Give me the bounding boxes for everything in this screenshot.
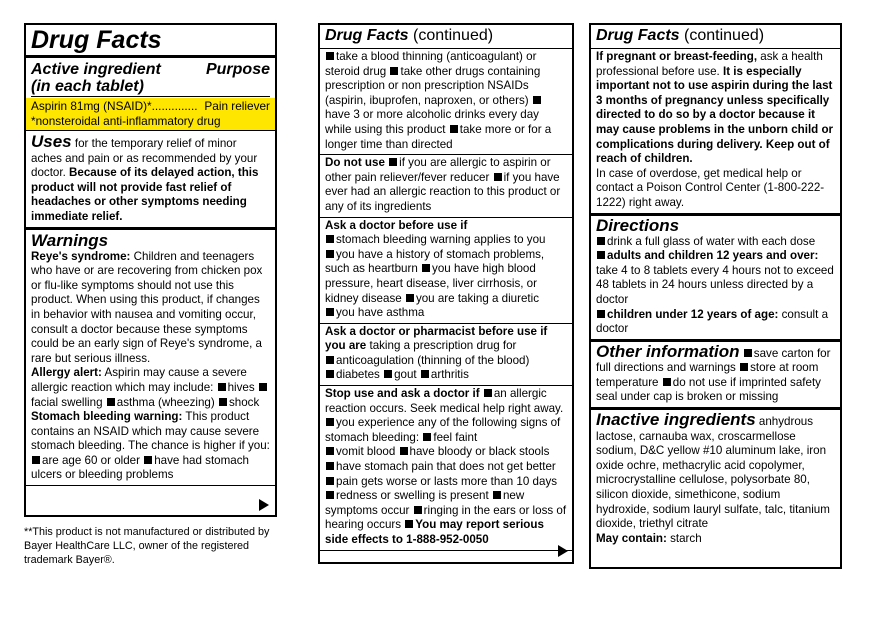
direction-child-label: children under 12 years of age: xyxy=(607,307,779,321)
bullet-icon xyxy=(259,383,267,391)
ask-doctor-item: stomach bleeding warning applies to you xyxy=(336,233,546,247)
stop-use-item: new symptoms occur xyxy=(325,489,525,517)
bullet-icon xyxy=(144,456,152,464)
title-section xyxy=(320,25,572,49)
allergy-item: shock xyxy=(228,395,260,409)
ask-pharmacist-item: anticoagulation (thinning of the blood) xyxy=(336,353,530,367)
stop-use-item: an allergic reaction occurs. Seek medical help right away. xyxy=(325,387,564,415)
bullet-icon xyxy=(450,125,458,133)
panel-title: Drug Facts xyxy=(325,27,409,44)
bullet-icon xyxy=(326,235,334,243)
bullet-icon xyxy=(390,67,398,75)
warning-item: take other drugs containing prescription or non prescription NSAIDs (aspirin, ibuprofen, naproxen, or others) xyxy=(325,64,541,107)
warning-item: take more or for a longer time than directed xyxy=(325,122,552,151)
panel-title: Drug Facts xyxy=(31,26,162,54)
other-info-item: store at room temperature xyxy=(596,361,819,389)
direction-child-text: consult a doctor xyxy=(596,307,829,336)
bullet-icon xyxy=(326,491,334,499)
other-info-title: Other information xyxy=(596,341,740,361)
bullet-icon xyxy=(597,310,605,318)
directions-title: Directions xyxy=(596,215,680,235)
pregnancy-section xyxy=(591,49,840,216)
bullet-icon xyxy=(406,294,414,302)
continued-label: (continued) xyxy=(413,27,494,44)
direction-adults-text: take 4 to 8 tablets every 4 hours not to exceed 48 tablets in 24 hours unless directed by a doctor xyxy=(596,263,834,306)
ask-pharmacist-label: Ask a doctor or pharmacist before use if you are xyxy=(325,324,548,353)
ask-doctor-item: you are taking a diuretic xyxy=(415,291,540,305)
pregnancy-label: If pregnant or breast-feeding, xyxy=(596,50,758,63)
purpose-label: Purpose xyxy=(205,61,270,78)
bullet-icon xyxy=(326,356,334,364)
uses-title: Uses xyxy=(31,132,72,151)
do-not-use-label: Do not use xyxy=(325,156,385,170)
ask-doctor-item: you have high blood pressure, heart disease, liver cirrhosis, or kidney disease xyxy=(325,262,537,305)
active-ingredient-sub: (in each tablet) xyxy=(31,78,144,95)
warning-item: have 3 or more alcoholic drinks every day while using this product xyxy=(325,108,539,136)
ask-pharmacist-item: diabetes xyxy=(336,368,380,382)
drug-facts-panel-3 xyxy=(589,23,842,569)
stomach-item: are age 60 or older xyxy=(42,453,140,467)
bullet-icon xyxy=(32,456,40,464)
bullet-icon xyxy=(414,506,422,514)
ask-pharmacist-item: gout xyxy=(394,368,417,382)
bullet-icon xyxy=(384,370,392,378)
warnings-section xyxy=(26,230,275,487)
pregnancy-text: ask a health professional before use. xyxy=(596,50,823,78)
report-line: You may report serious side effects to 1-888-952-0050 xyxy=(325,518,544,546)
bullet-icon xyxy=(107,398,115,406)
title-section xyxy=(26,25,275,58)
bullet-icon xyxy=(663,378,671,386)
ask-pharmacist-item: arthritis xyxy=(430,368,469,382)
bullet-icon xyxy=(744,349,752,357)
allergy-text: Aspirin may cause a severe allergic reaction which may include: xyxy=(31,366,247,394)
ingredient-line: Aspirin 81mg (NSAID)*.............. xyxy=(31,99,198,113)
reye-text: Children and teenagers who have or are recovering from chicken pox or flu-like symptoms should not use this product. When using this product, if changes in behavior with nausea and vomiting occur, consult a doctor because these symptoms could be an early sign of Reye's syndrome, a rare but serious illness. xyxy=(31,249,263,365)
footnote: **This product is not manufactured or distributed by Bayer HealthCare LLC, owner of the registered trademark Bayer®. xyxy=(24,526,270,566)
bullet-icon xyxy=(597,251,605,259)
stop-use-section xyxy=(320,386,572,551)
other-information-section xyxy=(591,342,840,410)
stop-use-item: redness or swelling is present xyxy=(336,489,489,503)
stop-use-item: you experience any of the following signs of stomach bleeding: xyxy=(325,416,561,444)
ingredient-highlight xyxy=(26,98,275,130)
warning-item: take a blood thinning (anticoagulant) or steroid drug xyxy=(325,50,537,78)
bullet-icon xyxy=(326,447,334,455)
stop-use-item: vomit blood xyxy=(336,445,396,459)
stomach-text: This product contains an NSAID which may cause severe stomach bleeding. The chance is higher if you: xyxy=(31,410,270,453)
allergy-label: Allergy alert: xyxy=(31,366,102,380)
may-contain-label: May contain: xyxy=(596,531,667,545)
uses-text: for the temporary relief of minor aches and pain or as recommended by your doctor. xyxy=(31,137,258,180)
do-not-use-item: if you are allergic to aspirin or other pain reliever/fever reducer xyxy=(325,156,551,184)
bullet-icon xyxy=(597,237,605,245)
bullet-icon xyxy=(326,308,334,316)
bullet-icon xyxy=(218,383,226,391)
ingredient-purpose: Pain reliever xyxy=(204,99,270,113)
drug-facts-panel-1 xyxy=(24,23,277,517)
stop-use-item: feel faint xyxy=(433,430,478,444)
stop-use-item: have bloody or black stools xyxy=(409,445,550,459)
direction-adults-label: adults and children 12 years and over: xyxy=(607,249,819,263)
other-info-item: do not use if imprinted safety seal under cap is broken or missing xyxy=(596,375,821,404)
inactive-title: Inactive ingredients xyxy=(596,410,756,430)
direction-item: drink a full glass of water with each dose xyxy=(607,234,816,248)
inactive-ingredients-section xyxy=(591,410,840,548)
overdose-text: In case of overdose, get medical help or contact a Poison Control Center (1-800-222-1222) right away. xyxy=(596,166,825,209)
active-ingredient-section xyxy=(26,58,275,131)
uses-section xyxy=(26,131,275,230)
ask-doctor-label: Ask a doctor before use if xyxy=(325,218,468,232)
other-info-item: save carton for full directions and warnings xyxy=(596,346,831,375)
do-not-use-item: if you have ever had an allergic reaction to this product or any of its ingredients xyxy=(325,170,561,213)
warnings-title: Warnings xyxy=(31,230,109,250)
stomach-item: have had stomach ulcers or bleeding problems xyxy=(31,453,249,482)
bullet-icon xyxy=(219,398,227,406)
title-section xyxy=(591,25,840,49)
continue-arrow-icon xyxy=(558,545,568,557)
stop-use-item: have stomach pain that does not get better xyxy=(336,460,556,474)
bullet-icon xyxy=(326,52,334,60)
bullet-icon xyxy=(326,250,334,258)
reye-label: Reye's syndrome: xyxy=(31,249,131,263)
do-not-use-section xyxy=(320,155,572,217)
bullet-icon xyxy=(533,96,541,104)
bullet-icon xyxy=(326,477,334,485)
stop-use-item: ringing in the ears or loss of hearing occurs xyxy=(325,503,567,532)
may-contain-text: starch xyxy=(666,531,702,545)
ask-pharmacist-section xyxy=(320,324,572,386)
ask-doctor-item: you have asthma xyxy=(336,306,425,320)
bullet-icon xyxy=(493,491,501,499)
stomach-label: Stomach bleeding warning: xyxy=(31,410,183,424)
stop-use-label: Stop use and ask a doctor if xyxy=(325,387,480,401)
warnings-continued xyxy=(320,49,572,155)
bullet-icon xyxy=(326,370,334,378)
bullet-icon xyxy=(421,370,429,378)
ask-pharmacist-text: taking a prescription drug for xyxy=(366,339,517,353)
ask-doctor-item: you have a history of stomach problems, such as heartburn xyxy=(325,247,545,276)
bullet-icon xyxy=(740,363,748,371)
bullet-icon xyxy=(405,520,413,528)
drug-facts-panel-2 xyxy=(318,23,574,564)
allergy-item: facial swelling xyxy=(31,395,103,409)
active-ingredient-label: Active ingredient xyxy=(31,61,161,78)
bullet-icon xyxy=(326,418,334,426)
stomach-warning xyxy=(31,410,270,483)
uses-bold: Because of its delayed action, this product will not provide fast relief of headaches or other symptoms needing immediate relief. xyxy=(31,166,259,223)
ask-doctor-section xyxy=(320,218,572,324)
panel-title: Drug Facts xyxy=(596,27,680,44)
stop-use-item: pain gets worse or lasts more than 10 days xyxy=(336,474,558,488)
bullet-icon xyxy=(326,462,334,470)
pregnancy-bold: It is especially important not to use aspirin during the last 3 months of pregnancy unless specifically directed to do so by a doctor because it may cause problems in the unborn child or complications during delivery. Keep out of reach of children. xyxy=(596,64,834,166)
ingredient-note: *nonsteroidal anti-inflammatory drug xyxy=(31,114,221,128)
bullet-icon xyxy=(400,447,408,455)
bullet-icon xyxy=(494,173,502,181)
directions-section xyxy=(591,216,840,342)
allergy-item: asthma (wheezing) xyxy=(116,395,215,409)
allergy-item: hives xyxy=(227,380,255,394)
allergy-alert xyxy=(31,366,270,410)
continued-label: (continued) xyxy=(684,27,765,44)
bullet-icon xyxy=(484,389,492,397)
reye-warning xyxy=(31,250,270,367)
continue-arrow-icon xyxy=(259,499,269,511)
bullet-icon xyxy=(389,158,397,166)
bullet-icon xyxy=(422,264,430,272)
bullet-icon xyxy=(423,433,431,441)
inactive-text: anhydrous lactose, carnauba wax, croscarmellose sodium, D&C yellow #10 aluminum lake, iron oxide ochre, methacrylic acid copolymer, microcrystalline cellulose, polysorbate 80, silicon dioxide, simethicone, sodium hydroxide, sodium lauryl sulfate, talc, titanium dioxide, triethyl citrate xyxy=(596,415,830,531)
